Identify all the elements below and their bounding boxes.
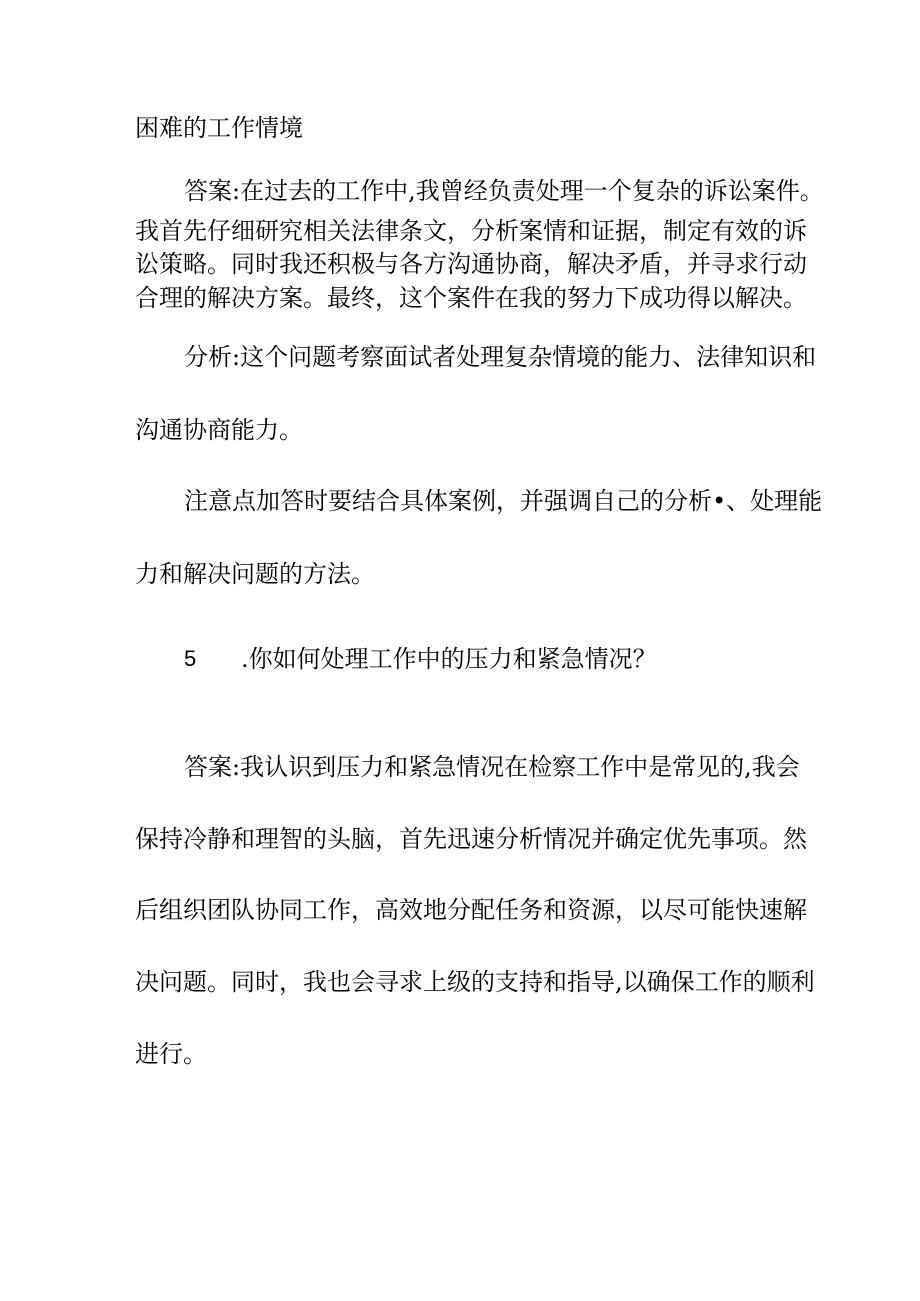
- answer2-line-3: 后组织团队协同工作，高效地分配任务和资源，以尽可能快速解: [135, 896, 807, 924]
- answer2-line-5: 进行。: [135, 1040, 207, 1068]
- note-line-1: 注意点加答时要结合具体案例，并强调自己的分析•、处理能: [184, 487, 823, 515]
- question-number: 5: [184, 646, 197, 671]
- answer2-line-2: 保持冷静和理智的头脑，首先迅速分析情况并确定优先事项。然: [135, 825, 807, 853]
- answer2-line-4: 决问题。同时，我也会寻求上级的支持和指导,以确保工作的顺利: [135, 968, 815, 996]
- answer-paragraph-line-4: 合理的解决方案。最终，这个案件在我的努力下成功得以解决。: [135, 284, 807, 312]
- answer-paragraph-line-3: 讼策略。同时我还积极与各方沟通协商，解决矛盾，并寻求行动: [135, 250, 807, 278]
- text-line-context-end: 困难的工作情境: [135, 114, 303, 142]
- note-line-2: 力和解决问题的方法。: [135, 560, 375, 588]
- analysis-line-2: 沟通协商能力。: [135, 416, 303, 444]
- answer-paragraph-line-2: 我首先仔细研究相关法律条文，分析案情和证据，制定有效的诉: [135, 217, 807, 245]
- analysis-line-1: 分析:这个问题考察面试者处理复杂情境的能力、法律知识和: [184, 343, 817, 371]
- question-text: .你如何处理工作中的压力和紧急情况？: [241, 645, 657, 673]
- answer-paragraph-line-1: 答案:在过去的工作中,我曾经负责处理一个复杂的诉讼案件。: [184, 177, 824, 205]
- answer2-line-1: 答案:我认识到压力和紧急情况在检察工作中是常见的,我会: [184, 753, 800, 781]
